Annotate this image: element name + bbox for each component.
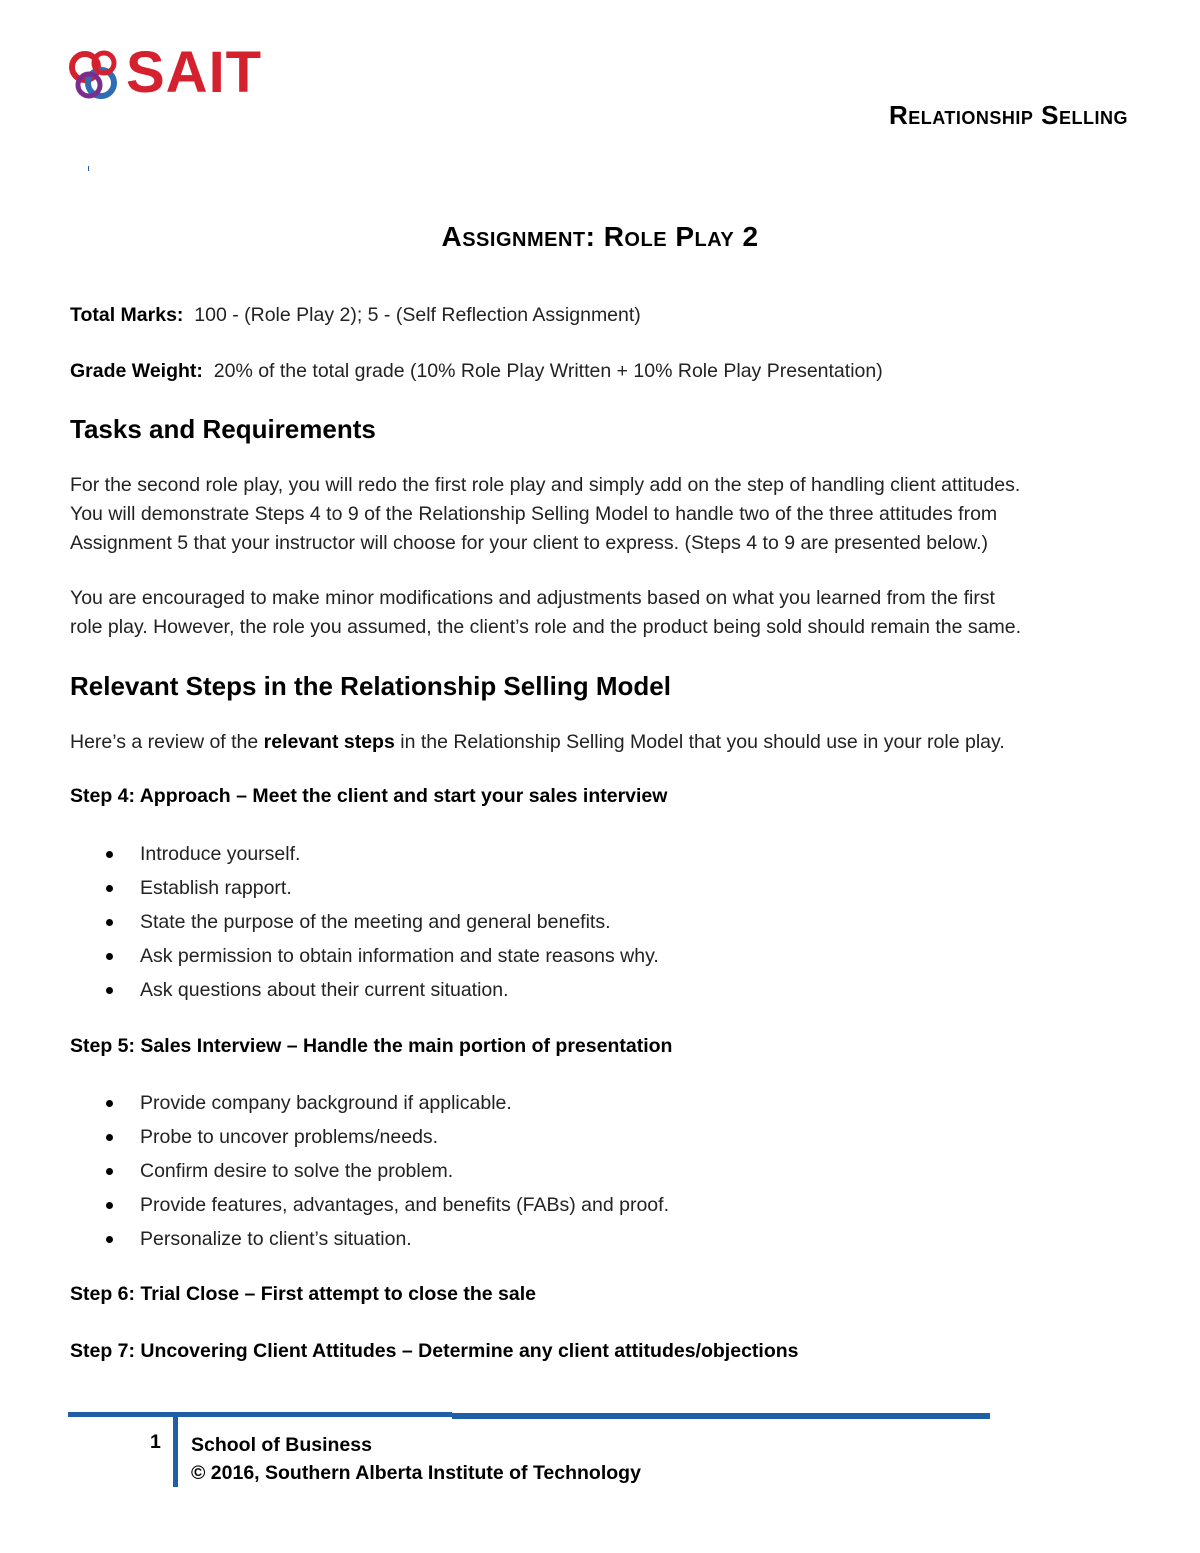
header-mark (88, 166, 89, 171)
logo-wordmark: SAIT (126, 40, 263, 105)
tasks-p1-line-1: For the second role play, you will redo the first role play and simply add on the step of handling client attitudes. (70, 474, 1021, 496)
step-7-heading: Step 7: Uncovering Client Attitudes – Determine any client attitudes/objections (70, 1340, 799, 1362)
total-marks (70, 301, 641, 330)
relevant-intro-bold: relevant steps (263, 731, 395, 753)
bullet-icon (106, 885, 113, 892)
list-item (70, 1222, 1070, 1256)
bullet-icon (106, 1100, 113, 1107)
step-5-list (70, 1086, 1070, 1256)
list-item (70, 973, 1070, 1007)
list-item-text: Confirm desire to solve the problem. (140, 1160, 454, 1182)
bullet-icon (106, 1202, 113, 1209)
list-item (70, 871, 1070, 905)
list-item (70, 939, 1070, 973)
list-item-text: Provide company background if applicable. (140, 1092, 512, 1114)
grade-weight-label: Grade Weight: (70, 360, 203, 382)
page-number: 1 (150, 1431, 161, 1453)
list-item-text: Ask questions about their current situation. (140, 979, 509, 1001)
tasks-p2-line-1: You are encouraged to make minor modifications and adjustments based on what you learned from the first (70, 587, 995, 609)
relevant-steps-heading: Relevant Steps in the Relationship Selling Model (70, 671, 671, 701)
tasks-p1-line-3: Assignment 5 that your instructor will choose for your client to express. (Steps 4 to 9 are presented below.) (70, 532, 989, 554)
footer-copyright: © 2016, Southern Alberta Institute of Technology (191, 1462, 641, 1484)
tasks-paragraph-1 (70, 471, 1020, 558)
list-item-text: Ask permission to obtain information and state reasons why. (140, 945, 659, 967)
bullet-icon (106, 953, 113, 960)
relevant-intro-after: in the Relationship Selling Model that you should use in your role play. (394, 731, 1005, 753)
grade-weight-value: 20% of the total grade (10% Role Play Written + 10% Role Play Presentation) (213, 360, 883, 382)
list-item-text: Provide features, advantages, and benefits (FABs) and proof. (140, 1194, 669, 1216)
sait-logo-mark-icon (68, 46, 126, 104)
footer-divider (173, 1417, 178, 1487)
relevant-intro-before: Here’s a review of the (70, 731, 264, 753)
list-item (70, 905, 1070, 939)
tasks-p1-line-2: You will demonstrate Steps 4 to 9 of the Relationship Selling Model to handle two of the three attitudes from (70, 503, 998, 525)
list-item (70, 1154, 1070, 1188)
sait-logo (68, 40, 268, 105)
bullet-icon (106, 1168, 113, 1175)
tasks-heading: Tasks and Requirements (70, 414, 376, 444)
tasks-p2-line-2: role play. However, the role you assumed, the client’s role and the product being sold should remain the same. (70, 616, 1021, 638)
list-item-text: Establish rapport. (140, 877, 292, 899)
total-marks-label: Total Marks: (70, 304, 184, 326)
relevant-intro (70, 728, 1005, 757)
step-4-list (70, 837, 1070, 1007)
step-4-heading: Step 4: Approach – Meet the client and start your sales interview (70, 785, 668, 807)
bullet-icon (106, 1134, 113, 1141)
list-item (70, 1086, 1070, 1120)
step-6-heading: Step 6: Trial Close – First attempt to close the sale (70, 1283, 536, 1305)
course-title: Relationship Selling (888, 100, 1128, 130)
list-item-text: Probe to uncover problems/needs. (140, 1126, 439, 1148)
footer-rule-left (68, 1412, 452, 1417)
bullet-icon (106, 851, 113, 858)
bullet-icon (106, 1236, 113, 1243)
bullet-icon (106, 919, 113, 926)
list-item (70, 837, 1070, 871)
list-item-text: State the purpose of the meeting and general benefits. (140, 911, 611, 933)
tasks-paragraph-2 (70, 584, 1021, 642)
grade-weight (70, 357, 883, 386)
list-item (70, 1188, 1070, 1222)
list-item (70, 1120, 1070, 1154)
footer-rule-right (452, 1413, 990, 1419)
bullet-icon (106, 987, 113, 994)
step-5-heading: Step 5: Sales Interview – Handle the main portion of presentation (70, 1035, 673, 1057)
list-item-text: Introduce yourself. (140, 843, 301, 865)
footer-school: School of Business (191, 1434, 372, 1456)
footer-info (191, 1431, 641, 1487)
total-marks-value: 100 - (Role Play 2); 5 - (Self Reflection Assignment) (194, 304, 641, 326)
list-item-text: Personalize to client’s situation. (140, 1228, 412, 1250)
assignment-title: Assignment: Role Play 2 (441, 221, 759, 252)
